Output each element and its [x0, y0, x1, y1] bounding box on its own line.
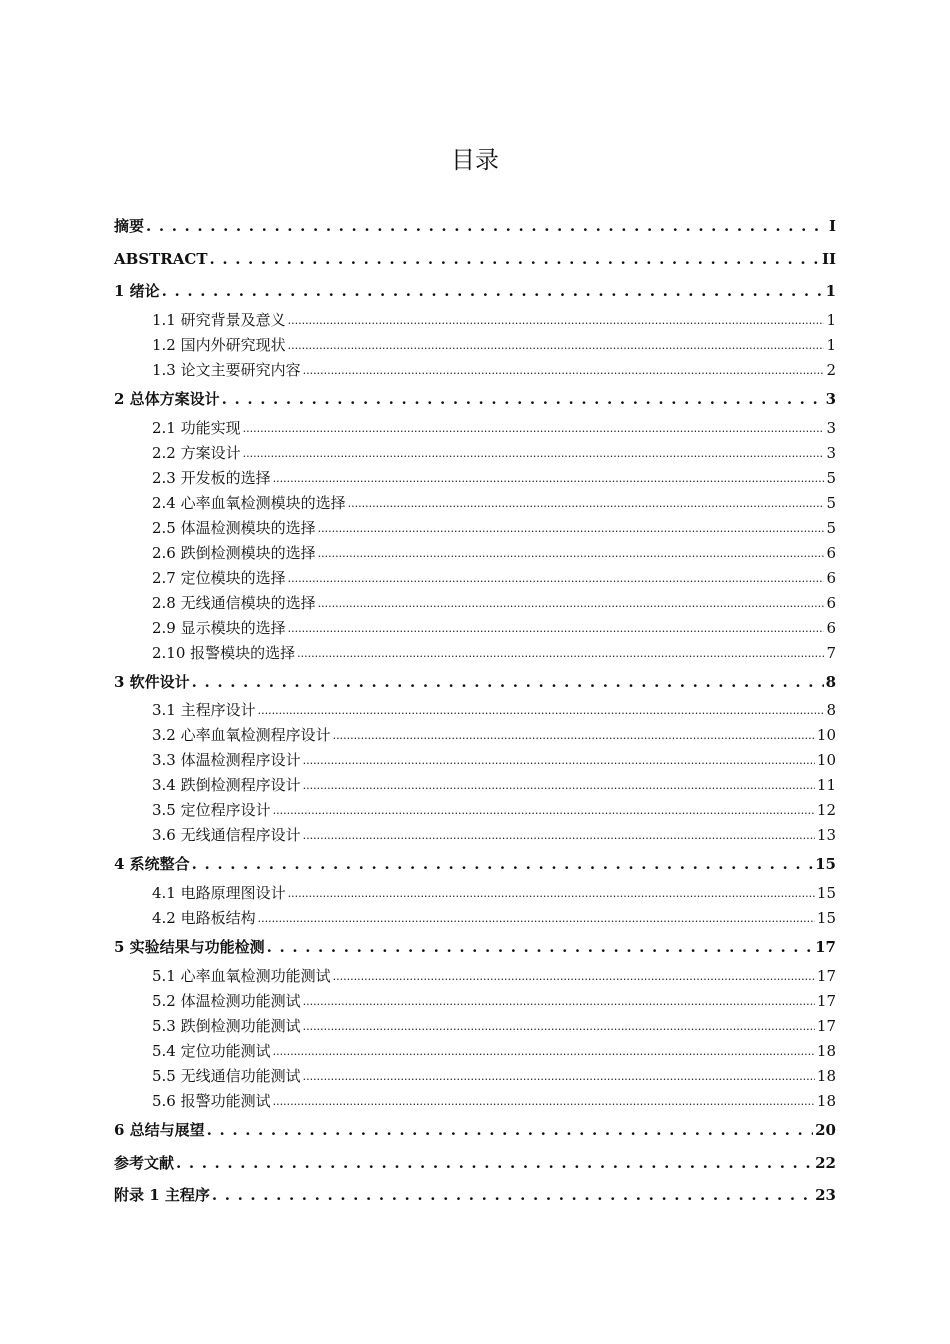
toc-entry-label: 2.9 显示模块的选择 — [152, 618, 286, 637]
toc-entry-label: 3.4 跌倒检测程序设计 — [152, 776, 301, 795]
toc-entry-label: 5.3 跌倒检测功能测试 — [152, 1016, 301, 1035]
toc-entry-label: ABSTRACT — [114, 249, 208, 268]
toc-entry-page-number: 17 — [816, 966, 836, 985]
toc-leader-dots — [303, 1064, 815, 1089]
toc-entry-page-number: 7 — [826, 643, 836, 662]
toc-entry-section[interactable] — [114, 798, 836, 823]
toc-leader-dots — [267, 931, 813, 964]
toc-leader-dots — [318, 541, 825, 566]
toc-leader-dots — [162, 275, 824, 308]
toc-entry-chapter[interactable] — [114, 243, 836, 276]
toc-leader-dots — [288, 333, 825, 358]
toc-entry-page-number: 6 — [826, 543, 836, 562]
toc-entry-section[interactable] — [114, 358, 836, 383]
toc-leader-dots — [288, 566, 825, 591]
toc-leader-dots — [273, 1089, 815, 1114]
toc-entry-section[interactable] — [114, 441, 836, 466]
toc-entry-label: 2 总体方案设计 — [114, 390, 220, 409]
toc-leader-dots — [333, 964, 815, 989]
toc-leader-dots — [288, 308, 825, 333]
toc-entry-page-number: 10 — [816, 751, 836, 770]
toc-leader-dots — [146, 210, 827, 243]
toc-entry-label: 5.4 定位功能测试 — [152, 1041, 271, 1060]
toc-entry-label: 2.4 心率血氧检测模块的选择 — [152, 493, 346, 512]
toc-entry-label: 2.5 体温检测模块的选择 — [152, 518, 316, 537]
toc-entry-label: 4 系统整合 — [114, 855, 190, 874]
toc-entry-page-number: II — [821, 249, 836, 268]
toc-entry-chapter[interactable] — [114, 1114, 836, 1147]
toc-entry-section[interactable] — [114, 881, 836, 906]
toc-leader-dots — [273, 798, 815, 823]
toc-entry-chapter[interactable] — [114, 1179, 836, 1212]
toc-entry-section[interactable] — [114, 1014, 836, 1039]
toc-entry-section[interactable] — [114, 748, 836, 773]
toc-leader-dots — [303, 773, 815, 798]
toc-entry-label: 2.1 功能实现 — [152, 418, 241, 437]
toc-entry-page-number: 6 — [826, 618, 836, 637]
toc-leader-dots — [243, 416, 825, 441]
toc-leader-dots — [176, 1147, 813, 1180]
toc-entry-page-number: 15 — [815, 855, 836, 874]
toc-entry-chapter[interactable] — [114, 666, 836, 699]
toc-entry-label: 3.6 无线通信程序设计 — [152, 826, 301, 845]
toc-entry-section[interactable] — [114, 308, 836, 333]
toc-entry-page-number: 3 — [826, 418, 836, 437]
toc-leader-dots — [303, 1014, 815, 1039]
toc-entry-page-number: 22 — [815, 1153, 836, 1172]
toc-leader-dots — [303, 823, 815, 848]
toc-entry-chapter[interactable] — [114, 848, 836, 881]
toc-leader-dots — [303, 358, 825, 383]
toc-entry-page-number: 5 — [826, 493, 836, 512]
toc-leader-dots — [192, 848, 813, 881]
toc-entry-label: 参考文献 — [114, 1153, 175, 1172]
toc-entry-page-number: 1 — [826, 336, 836, 355]
toc-entry-section[interactable] — [114, 466, 836, 491]
toc-entry-page-number: 15 — [816, 909, 836, 928]
toc-entry-label: 2.8 无线通信模块的选择 — [152, 593, 316, 612]
toc-entry-section[interactable] — [114, 1039, 836, 1064]
toc-entry-page-number: 5 — [826, 518, 836, 537]
toc-entry-section[interactable] — [114, 416, 836, 441]
toc-entry-section[interactable] — [114, 566, 836, 591]
toc-leader-dots — [303, 989, 815, 1014]
toc-entry-page-number: 1 — [825, 282, 836, 301]
toc-entry-section[interactable] — [114, 964, 836, 989]
toc-entry-label: 1 绪论 — [114, 282, 160, 301]
toc-entry-label: 3.2 心率血氧检测程序设计 — [152, 726, 331, 745]
toc-entry-page-number: 6 — [826, 593, 836, 612]
toc-entry-label: 6 总结与展望 — [114, 1120, 205, 1139]
toc-entry-section[interactable] — [114, 333, 836, 358]
toc-leader-dots — [258, 698, 825, 723]
toc-entry-section[interactable] — [114, 591, 836, 616]
toc-entry-page-number: 17 — [815, 938, 836, 957]
toc-entry-chapter[interactable] — [114, 931, 836, 964]
toc-entry-page-number: 23 — [815, 1186, 836, 1205]
toc-title: 目录 — [451, 146, 499, 174]
toc-entry-page-number: 10 — [816, 726, 836, 745]
toc-entry-page-number: 1 — [826, 311, 836, 330]
toc-entry-label: 5.5 无线通信功能测试 — [152, 1066, 301, 1085]
toc-entry-label: 2.3 开发板的选择 — [152, 468, 271, 487]
toc-entry-page-number: 12 — [816, 801, 836, 820]
toc-entry-page-number: 15 — [816, 884, 836, 903]
toc-leader-dots — [258, 906, 815, 931]
toc-entry-label: 2.6 跌倒检测模块的选择 — [152, 543, 316, 562]
toc-leader-dots — [348, 491, 825, 516]
toc-entry-chapter[interactable] — [114, 1147, 836, 1180]
toc-entry-chapter[interactable] — [114, 383, 836, 416]
toc-entry-page-number: 8 — [825, 672, 836, 691]
toc-leader-dots — [273, 1039, 815, 1064]
toc-leader-dots — [333, 723, 815, 748]
toc-entry-chapter[interactable] — [114, 210, 836, 243]
toc-entry-label: 1.3 论文主要研究内容 — [152, 361, 301, 380]
toc-leader-dots — [212, 1179, 813, 1212]
toc-entry-section[interactable] — [114, 516, 836, 541]
toc-entry-section[interactable] — [114, 641, 836, 666]
toc-entry-page-number: 6 — [826, 568, 836, 587]
toc-entry-label: 5.2 体温检测功能测试 — [152, 991, 301, 1010]
toc-leader-dots — [303, 748, 815, 773]
toc-leader-dots — [318, 591, 825, 616]
toc-leader-dots — [297, 641, 824, 666]
toc-entry-page-number: 18 — [816, 1041, 836, 1060]
toc-entry-section[interactable] — [114, 906, 836, 931]
toc-leader-dots — [192, 666, 824, 699]
toc-leader-dots — [210, 243, 820, 276]
toc-entry-label: 摘要 — [114, 217, 145, 235]
toc-entry-section[interactable] — [114, 1064, 836, 1089]
toc-entry-page-number: 17 — [816, 1016, 836, 1035]
toc-entry-section[interactable] — [114, 723, 836, 748]
toc-entry-label: 1.2 国内外研究现状 — [152, 336, 286, 355]
toc-entry-page-number: I — [828, 217, 836, 235]
toc-entry-section[interactable] — [114, 773, 836, 798]
toc-leader-dots — [288, 881, 815, 906]
toc-entry-section[interactable] — [114, 989, 836, 1014]
toc-entry-label: 附录 1 主程序 — [114, 1186, 210, 1205]
toc-entry-section[interactable] — [114, 698, 836, 723]
toc-entry-label: 3.5 定位程序设计 — [152, 801, 271, 820]
toc-entry-section[interactable] — [114, 541, 836, 566]
toc-leader-dots — [243, 441, 825, 466]
toc-leader-dots — [207, 1114, 813, 1147]
toc-entry-page-number: 13 — [816, 826, 836, 845]
toc-entry-label: 5.1 心率血氧检测功能测试 — [152, 966, 331, 985]
toc-entry-section[interactable] — [114, 823, 836, 848]
table-of-contents — [114, 210, 836, 1212]
toc-entry-label: 2.10 报警模块的选择 — [152, 643, 296, 662]
toc-entry-label: 4.1 电路原理图设计 — [152, 884, 286, 903]
toc-leader-dots — [273, 466, 825, 491]
toc-entry-section[interactable] — [114, 491, 836, 516]
toc-entry-label: 3.3 体温检测程序设计 — [152, 751, 301, 770]
toc-entry-page-number: 17 — [816, 991, 836, 1010]
toc-entry-label: 5 实验结果与功能检测 — [114, 938, 265, 957]
toc-entry-section[interactable] — [114, 1089, 836, 1114]
toc-entry-label: 2.7 定位模块的选择 — [152, 568, 286, 587]
toc-entry-page-number: 18 — [816, 1066, 836, 1085]
toc-entry-page-number: 3 — [826, 443, 836, 462]
toc-entry-page-number: 3 — [825, 390, 836, 409]
toc-entry-chapter[interactable] — [114, 275, 836, 308]
toc-entry-label: 4.2 电路板结构 — [152, 909, 256, 928]
toc-entry-page-number: 5 — [826, 468, 836, 487]
toc-entry-label: 1.1 研究背景及意义 — [152, 311, 286, 330]
toc-entry-label: 5.6 报警功能测试 — [152, 1091, 271, 1110]
toc-entry-page-number: 11 — [816, 776, 836, 795]
toc-leader-dots — [318, 516, 825, 541]
toc-entry-page-number: 2 — [826, 361, 836, 380]
toc-leader-dots — [288, 616, 825, 641]
toc-entry-label: 3 软件设计 — [114, 672, 190, 691]
toc-leader-dots — [222, 383, 824, 416]
toc-entry-label: 3.1 主程序设计 — [152, 701, 256, 720]
toc-entry-section[interactable] — [114, 616, 836, 641]
toc-entry-page-number: 8 — [826, 701, 836, 720]
toc-entry-label: 2.2 方案设计 — [152, 443, 241, 462]
toc-entry-page-number: 18 — [816, 1091, 836, 1110]
toc-entry-page-number: 20 — [815, 1120, 836, 1139]
